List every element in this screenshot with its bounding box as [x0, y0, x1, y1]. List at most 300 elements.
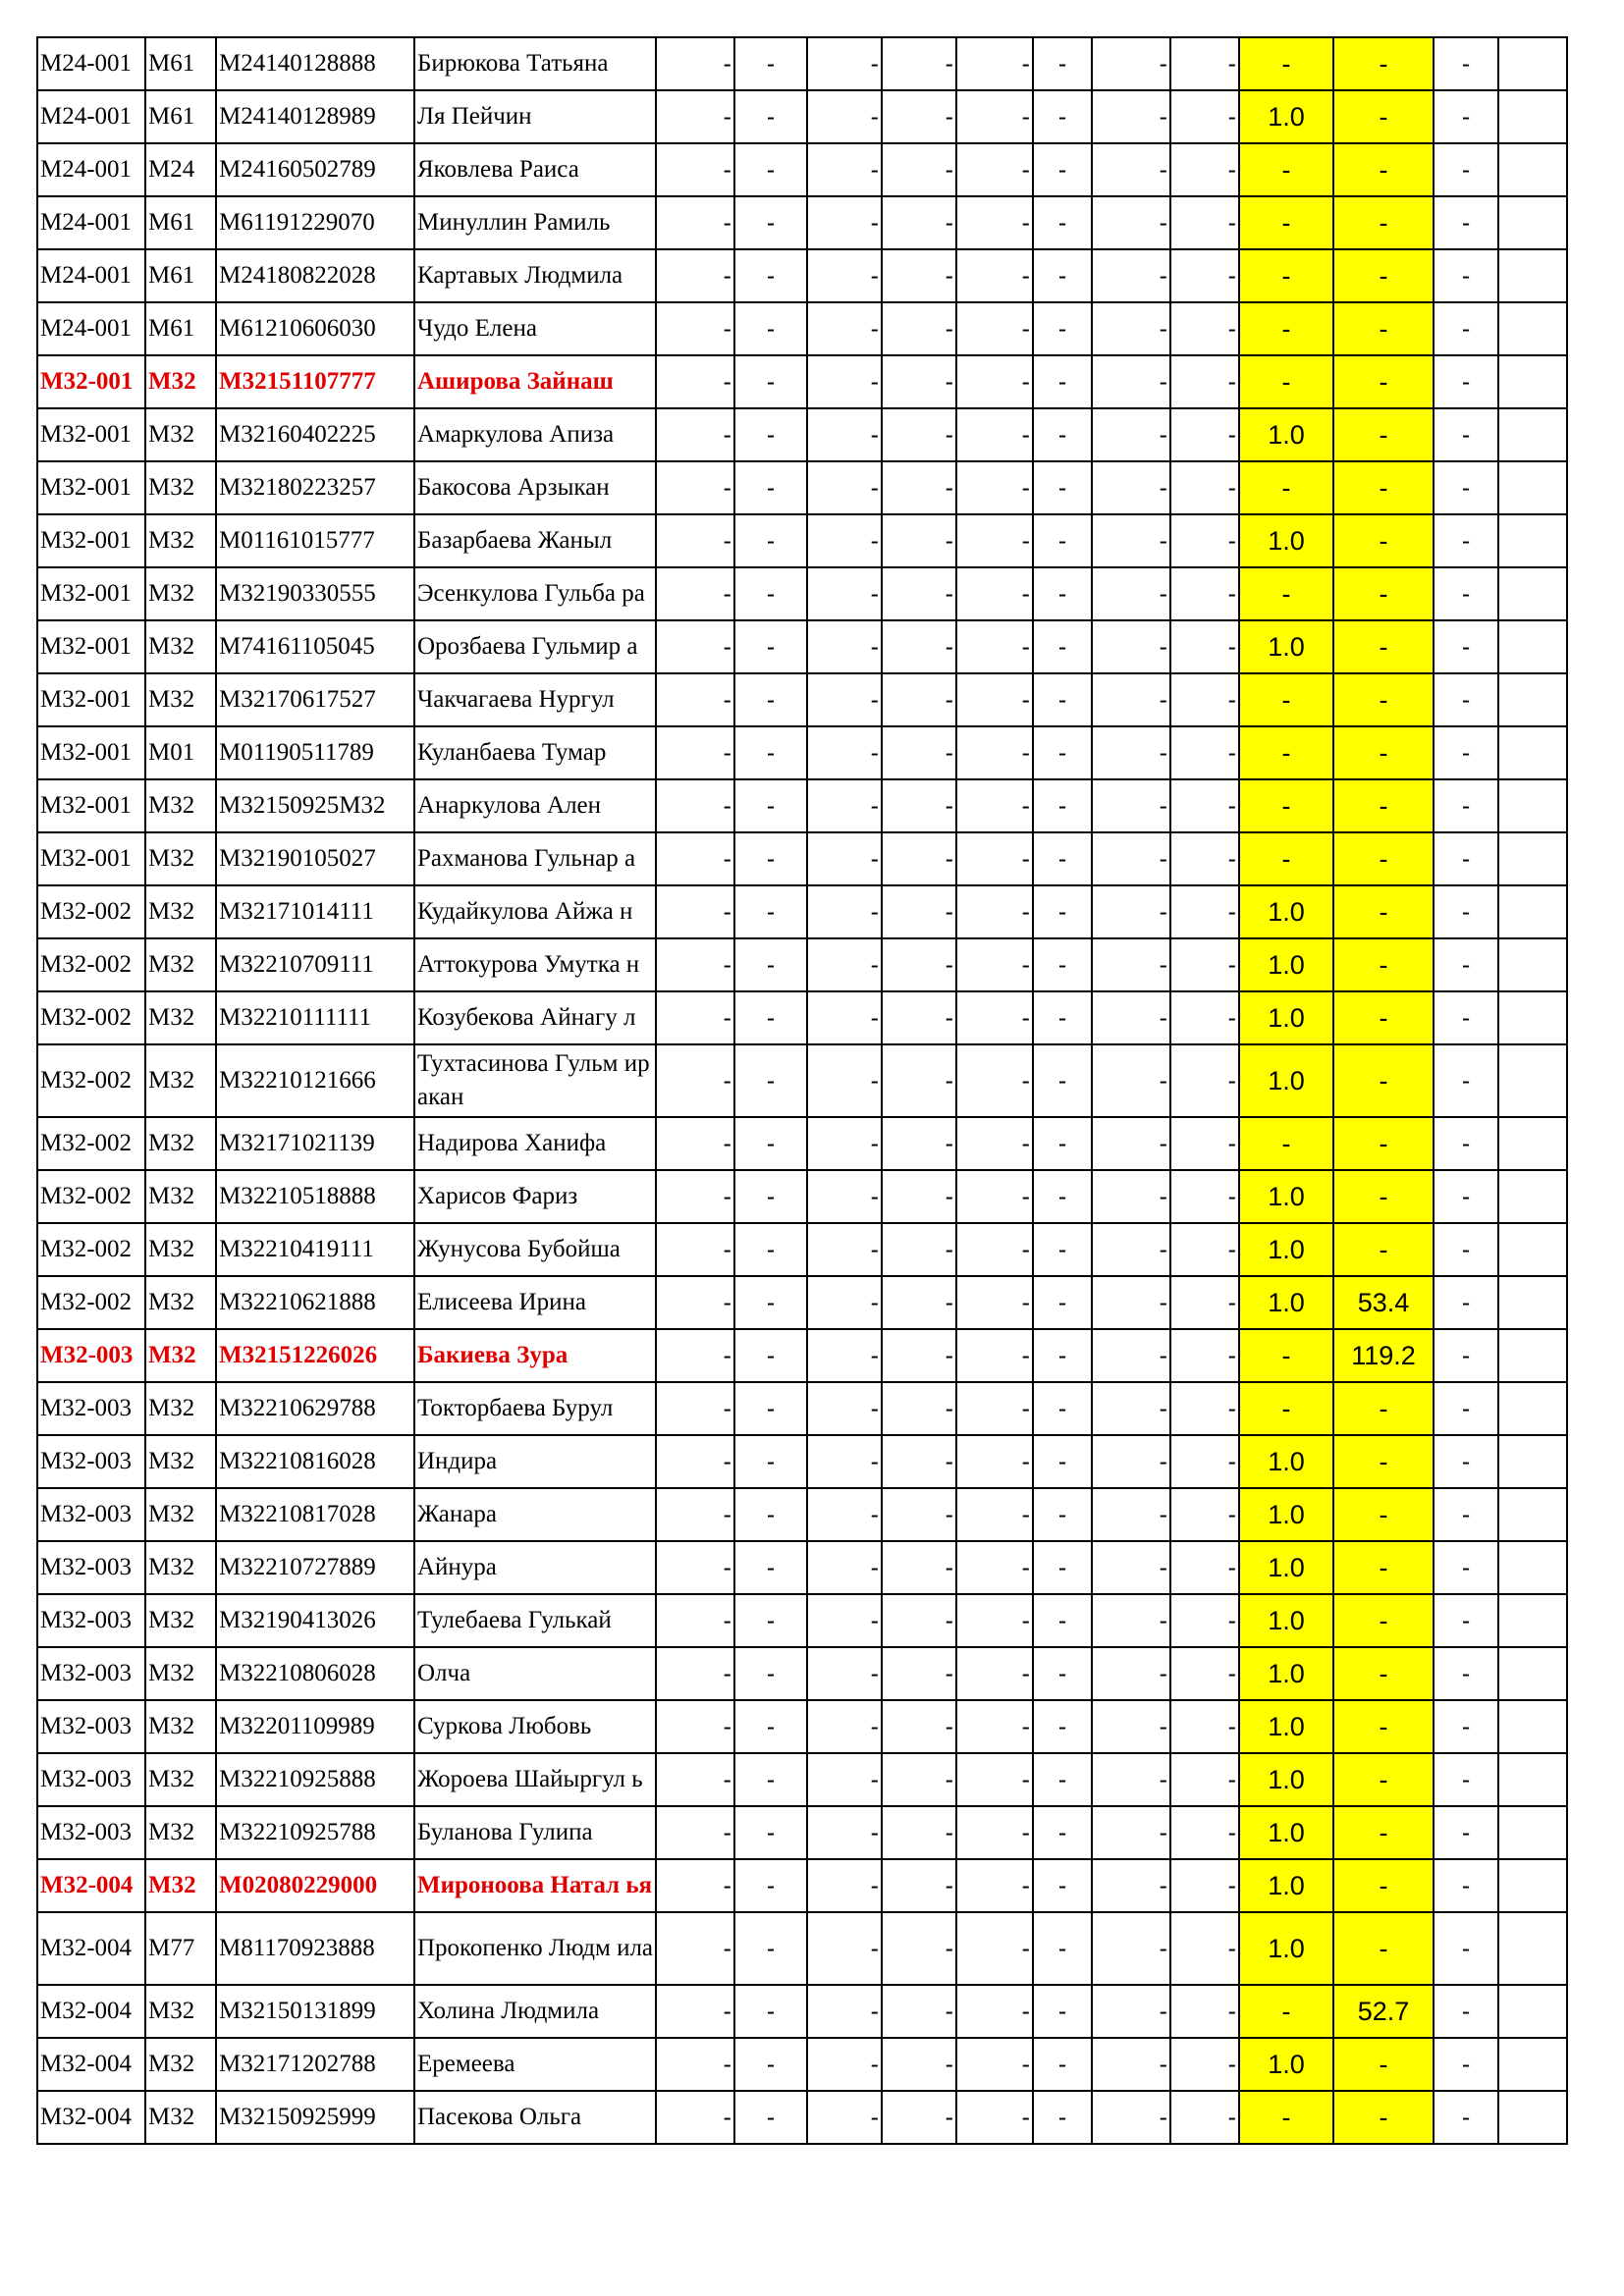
member-name-cell: Куланбаева Тумар [414, 726, 656, 779]
highlighted-value-cell: - [1333, 302, 1434, 355]
table-row [37, 90, 1567, 143]
highlighted-value-cell: - [1333, 2038, 1434, 2091]
empty-value-cell: - [1434, 673, 1498, 726]
empty-value-cell: - [956, 302, 1033, 355]
blank-cell [1498, 620, 1567, 673]
member-name-cell: Минуллин Рамиль [414, 196, 656, 249]
group-code-cell: M32-003 [37, 1488, 145, 1541]
highlighted-value-cell: 1.0 [1239, 620, 1333, 673]
member-id-cell: M32180223257 [216, 461, 414, 514]
member-id-cell: M32171202788 [216, 2038, 414, 2091]
table-row [37, 1647, 1567, 1700]
blank-cell [1498, 1753, 1567, 1806]
blank-cell [1498, 567, 1567, 620]
branch-cell: M32 [145, 1223, 216, 1276]
branch-cell: M32 [145, 938, 216, 991]
table-row [37, 37, 1567, 90]
group-code-cell: M32-003 [37, 1700, 145, 1753]
empty-value-cell: - [956, 1985, 1033, 2038]
branch-cell: M77 [145, 1912, 216, 1985]
empty-value-cell: - [1170, 249, 1239, 302]
empty-value-cell: - [656, 461, 734, 514]
member-name-cell: Прокопенко Людм ила [414, 1912, 656, 1985]
group-code-cell: M32-002 [37, 1117, 145, 1170]
empty-value-cell: - [1092, 1753, 1170, 1806]
empty-value-cell: - [1434, 1753, 1498, 1806]
empty-value-cell: - [1170, 567, 1239, 620]
table-row [37, 1753, 1567, 1806]
branch-cell: M32 [145, 1170, 216, 1223]
member-id-cell: M32210806028 [216, 1647, 414, 1700]
empty-value-cell: - [1033, 461, 1092, 514]
empty-value-cell: - [1033, 1044, 1092, 1117]
branch-cell: M32 [145, 1700, 216, 1753]
branch-cell: M32 [145, 1753, 216, 1806]
empty-value-cell: - [1434, 461, 1498, 514]
member-name-cell: Харисов Фариз [414, 1170, 656, 1223]
member-id-cell: M32210816028 [216, 1435, 414, 1488]
highlighted-value-cell: 1.0 [1239, 90, 1333, 143]
branch-cell: M61 [145, 249, 216, 302]
empty-value-cell: - [1092, 355, 1170, 408]
highlighted-value-cell: - [1333, 1170, 1434, 1223]
empty-value-cell: - [1092, 1117, 1170, 1170]
empty-value-cell: - [1033, 832, 1092, 885]
empty-value-cell: - [1033, 1223, 1092, 1276]
empty-value-cell: - [807, 143, 882, 196]
empty-value-cell: - [1170, 1170, 1239, 1223]
table-row [37, 196, 1567, 249]
empty-value-cell: - [656, 1276, 734, 1329]
table-row [37, 779, 1567, 832]
highlighted-value-cell: 1.0 [1239, 1912, 1333, 1985]
table-row [37, 1382, 1567, 1435]
empty-value-cell: - [656, 143, 734, 196]
member-id-cell: M32210518888 [216, 1170, 414, 1223]
empty-value-cell: - [656, 1594, 734, 1647]
member-name-cell: Чакчагаева Нургул [414, 673, 656, 726]
branch-cell: M32 [145, 1488, 216, 1541]
empty-value-cell: - [734, 779, 807, 832]
blank-cell [1498, 461, 1567, 514]
empty-value-cell: - [656, 1541, 734, 1594]
highlighted-value-cell: 119.2 [1333, 1329, 1434, 1382]
member-id-cell: M61191229070 [216, 196, 414, 249]
empty-value-cell: - [882, 2091, 956, 2144]
empty-value-cell: - [734, 1912, 807, 1985]
empty-value-cell: - [734, 885, 807, 938]
empty-value-cell: - [734, 355, 807, 408]
empty-value-cell: - [1170, 90, 1239, 143]
empty-value-cell: - [1434, 1170, 1498, 1223]
highlighted-value-cell: - [1333, 408, 1434, 461]
group-code-cell: M24-001 [37, 249, 145, 302]
table-row [37, 1594, 1567, 1647]
empty-value-cell: - [1170, 726, 1239, 779]
group-code-cell: M32-002 [37, 991, 145, 1044]
blank-cell [1498, 196, 1567, 249]
empty-value-cell: - [1033, 1806, 1092, 1859]
empty-value-cell: - [1434, 1594, 1498, 1647]
empty-value-cell: - [1434, 1329, 1498, 1382]
empty-value-cell: - [656, 249, 734, 302]
empty-value-cell: - [734, 726, 807, 779]
empty-value-cell: - [1033, 1276, 1092, 1329]
empty-value-cell: - [882, 1985, 956, 2038]
branch-cell: M32 [145, 673, 216, 726]
empty-value-cell: - [1092, 726, 1170, 779]
blank-cell [1498, 779, 1567, 832]
member-id-cell: M32190413026 [216, 1594, 414, 1647]
highlighted-value-cell: - [1333, 1912, 1434, 1985]
empty-value-cell: - [807, 991, 882, 1044]
empty-value-cell: - [734, 1117, 807, 1170]
empty-value-cell: - [807, 1044, 882, 1117]
empty-value-cell: - [807, 885, 882, 938]
highlighted-value-cell: - [1239, 143, 1333, 196]
empty-value-cell: - [1170, 355, 1239, 408]
empty-value-cell: - [956, 1329, 1033, 1382]
empty-value-cell: - [656, 938, 734, 991]
empty-value-cell: - [882, 1647, 956, 1700]
empty-value-cell: - [1434, 1647, 1498, 1700]
branch-cell: M32 [145, 832, 216, 885]
highlighted-value-cell: 1.0 [1239, 1647, 1333, 1700]
empty-value-cell: - [1092, 1594, 1170, 1647]
empty-value-cell: - [1170, 196, 1239, 249]
empty-value-cell: - [956, 90, 1033, 143]
member-id-cell: M32210629788 [216, 1382, 414, 1435]
empty-value-cell: - [807, 1594, 882, 1647]
empty-value-cell: - [1170, 1700, 1239, 1753]
member-name-cell: Тухтасинова Гульм иракан [414, 1044, 656, 1117]
empty-value-cell: - [1033, 620, 1092, 673]
empty-value-cell: - [1033, 726, 1092, 779]
empty-value-cell: - [1434, 2038, 1498, 2091]
empty-value-cell: - [1434, 885, 1498, 938]
empty-value-cell: - [734, 1806, 807, 1859]
highlighted-value-cell: - [1333, 1044, 1434, 1117]
empty-value-cell: - [734, 1044, 807, 1117]
empty-value-cell: - [1170, 938, 1239, 991]
group-code-cell: M32-004 [37, 1985, 145, 2038]
empty-value-cell: - [1092, 1806, 1170, 1859]
empty-value-cell: - [956, 408, 1033, 461]
member-name-cell: Аширова Зайнаш [414, 355, 656, 408]
empty-value-cell: - [1170, 1859, 1239, 1912]
member-name-cell: Тулебаева Гулькай [414, 1594, 656, 1647]
empty-value-cell: - [956, 1044, 1033, 1117]
member-id-cell: M24180822028 [216, 249, 414, 302]
empty-value-cell: - [1170, 1647, 1239, 1700]
table-row [37, 1276, 1567, 1329]
empty-value-cell: - [1033, 1985, 1092, 2038]
empty-value-cell: - [734, 1382, 807, 1435]
blank-cell [1498, 1541, 1567, 1594]
empty-value-cell: - [1434, 1488, 1498, 1541]
empty-value-cell: - [882, 1435, 956, 1488]
empty-value-cell: - [807, 938, 882, 991]
empty-value-cell: - [656, 37, 734, 90]
empty-value-cell: - [1434, 832, 1498, 885]
empty-value-cell: - [1434, 1435, 1498, 1488]
empty-value-cell: - [882, 1382, 956, 1435]
empty-value-cell: - [1170, 408, 1239, 461]
blank-cell [1498, 1329, 1567, 1382]
empty-value-cell: - [1434, 143, 1498, 196]
branch-cell: M32 [145, 991, 216, 1044]
group-code-cell: M32-002 [37, 885, 145, 938]
empty-value-cell: - [1092, 567, 1170, 620]
empty-value-cell: - [882, 885, 956, 938]
empty-value-cell: - [956, 1223, 1033, 1276]
group-code-cell: M32-003 [37, 1806, 145, 1859]
empty-value-cell: - [734, 408, 807, 461]
empty-value-cell: - [1170, 37, 1239, 90]
empty-value-cell: - [1092, 1223, 1170, 1276]
highlighted-value-cell: - [1333, 1117, 1434, 1170]
highlighted-value-cell: 1.0 [1239, 991, 1333, 1044]
empty-value-cell: - [656, 1859, 734, 1912]
empty-value-cell: - [734, 991, 807, 1044]
branch-cell: M61 [145, 37, 216, 90]
empty-value-cell: - [807, 1806, 882, 1859]
branch-cell: M32 [145, 1647, 216, 1700]
empty-value-cell: - [1033, 885, 1092, 938]
member-id-cell: M32210925888 [216, 1753, 414, 1806]
empty-value-cell: - [882, 673, 956, 726]
empty-value-cell: - [656, 832, 734, 885]
highlighted-value-cell: - [1239, 249, 1333, 302]
table-row [37, 1912, 1567, 1985]
blank-cell [1498, 408, 1567, 461]
empty-value-cell: - [1170, 1044, 1239, 1117]
empty-value-cell: - [807, 408, 882, 461]
empty-value-cell: - [1170, 2091, 1239, 2144]
empty-value-cell: - [1033, 2038, 1092, 2091]
empty-value-cell: - [1170, 143, 1239, 196]
member-name-cell: Бакосова Арзыкан [414, 461, 656, 514]
empty-value-cell: - [882, 1700, 956, 1753]
empty-value-cell: - [1092, 991, 1170, 1044]
member-id-cell: M32210621888 [216, 1276, 414, 1329]
member-name-cell: Еремеева [414, 2038, 656, 2091]
member-name-cell: Олча [414, 1647, 656, 1700]
member-id-cell: M81170923888 [216, 1912, 414, 1985]
empty-value-cell: - [807, 1276, 882, 1329]
table-row [37, 1170, 1567, 1223]
highlighted-value-cell: - [1333, 991, 1434, 1044]
highlighted-value-cell: 1.0 [1239, 938, 1333, 991]
empty-value-cell: - [734, 249, 807, 302]
empty-value-cell: - [1092, 302, 1170, 355]
empty-value-cell: - [807, 1859, 882, 1912]
empty-value-cell: - [656, 355, 734, 408]
empty-value-cell: - [1170, 991, 1239, 1044]
highlighted-value-cell: - [1333, 1223, 1434, 1276]
empty-value-cell: - [656, 1223, 734, 1276]
empty-value-cell: - [807, 1753, 882, 1806]
highlighted-value-cell: 1.0 [1239, 1044, 1333, 1117]
empty-value-cell: - [734, 2091, 807, 2144]
empty-value-cell: - [1434, 726, 1498, 779]
empty-value-cell: - [1092, 514, 1170, 567]
blank-cell [1498, 1117, 1567, 1170]
empty-value-cell: - [1092, 885, 1170, 938]
empty-value-cell: - [734, 37, 807, 90]
highlighted-value-cell: - [1239, 1329, 1333, 1382]
group-code-cell: M32-001 [37, 832, 145, 885]
group-code-cell: M32-004 [37, 2038, 145, 2091]
empty-value-cell: - [882, 938, 956, 991]
empty-value-cell: - [1434, 302, 1498, 355]
empty-value-cell: - [882, 991, 956, 1044]
empty-value-cell: - [734, 1170, 807, 1223]
empty-value-cell: - [956, 1806, 1033, 1859]
member-name-cell: Козубекова Айнагу л [414, 991, 656, 1044]
empty-value-cell: - [1170, 1985, 1239, 2038]
member-name-cell: Рахманова Гульнар а [414, 832, 656, 885]
group-code-cell: M24-001 [37, 143, 145, 196]
highlighted-value-cell: 1.0 [1239, 1806, 1333, 1859]
empty-value-cell: - [656, 779, 734, 832]
empty-value-cell: - [1434, 1382, 1498, 1435]
empty-value-cell: - [956, 885, 1033, 938]
group-code-cell: M32-001 [37, 355, 145, 408]
highlighted-value-cell: - [1333, 196, 1434, 249]
empty-value-cell: - [807, 514, 882, 567]
empty-value-cell: - [656, 302, 734, 355]
group-code-cell: M32-001 [37, 514, 145, 567]
group-code-cell: M32-004 [37, 1859, 145, 1912]
branch-cell: M32 [145, 1044, 216, 1117]
empty-value-cell: - [882, 408, 956, 461]
empty-value-cell: - [1434, 779, 1498, 832]
highlighted-value-cell: 1.0 [1239, 1541, 1333, 1594]
empty-value-cell: - [1092, 37, 1170, 90]
group-code-cell: M32-002 [37, 1044, 145, 1117]
empty-value-cell: - [807, 1541, 882, 1594]
branch-cell: M61 [145, 90, 216, 143]
empty-value-cell: - [734, 1541, 807, 1594]
empty-value-cell: - [1033, 938, 1092, 991]
highlighted-value-cell: - [1333, 779, 1434, 832]
empty-value-cell: - [807, 1647, 882, 1700]
table-row [37, 1117, 1567, 1170]
table-row [37, 1541, 1567, 1594]
branch-cell: M32 [145, 620, 216, 673]
empty-value-cell: - [1033, 567, 1092, 620]
empty-value-cell: - [656, 2038, 734, 2091]
empty-value-cell: - [1033, 779, 1092, 832]
table-row [37, 1435, 1567, 1488]
empty-value-cell: - [734, 1753, 807, 1806]
blank-cell [1498, 355, 1567, 408]
empty-value-cell: - [1092, 461, 1170, 514]
empty-value-cell: - [656, 567, 734, 620]
empty-value-cell: - [882, 143, 956, 196]
member-name-cell: Индира [414, 1435, 656, 1488]
member-id-cell: M32151226026 [216, 1329, 414, 1382]
empty-value-cell: - [956, 461, 1033, 514]
highlighted-value-cell: - [1239, 196, 1333, 249]
blank-cell [1498, 1223, 1567, 1276]
empty-value-cell: - [882, 1223, 956, 1276]
empty-value-cell: - [807, 620, 882, 673]
empty-value-cell: - [656, 1753, 734, 1806]
empty-value-cell: - [1033, 1329, 1092, 1382]
empty-value-cell: - [734, 2038, 807, 2091]
empty-value-cell: - [734, 1223, 807, 1276]
empty-value-cell: - [807, 90, 882, 143]
highlighted-value-cell: 1.0 [1239, 408, 1333, 461]
blank-cell [1498, 249, 1567, 302]
group-code-cell: M32-001 [37, 408, 145, 461]
empty-value-cell: - [734, 1594, 807, 1647]
member-name-cell: Жороева Шайыргул ь [414, 1753, 656, 1806]
blank-cell [1498, 1912, 1567, 1985]
table-row [37, 991, 1567, 1044]
empty-value-cell: - [1033, 37, 1092, 90]
branch-cell: M32 [145, 514, 216, 567]
branch-cell: M32 [145, 2091, 216, 2144]
empty-value-cell: - [956, 726, 1033, 779]
group-code-cell: M32-004 [37, 1912, 145, 1985]
branch-cell: M32 [145, 1435, 216, 1488]
empty-value-cell: - [1033, 514, 1092, 567]
highlighted-value-cell: - [1333, 620, 1434, 673]
empty-value-cell: - [956, 1276, 1033, 1329]
empty-value-cell: - [1434, 2091, 1498, 2144]
group-code-cell: M32-002 [37, 1276, 145, 1329]
blank-cell [1498, 514, 1567, 567]
member-id-cell: M32171014111 [216, 885, 414, 938]
highlighted-value-cell: - [1333, 832, 1434, 885]
empty-value-cell: - [956, 1170, 1033, 1223]
blank-cell [1498, 1700, 1567, 1753]
empty-value-cell: - [1434, 1985, 1498, 2038]
branch-cell: M32 [145, 1541, 216, 1594]
member-id-cell: M32170617527 [216, 673, 414, 726]
empty-value-cell: - [1434, 1806, 1498, 1859]
table-row [37, 1044, 1567, 1117]
empty-value-cell: - [1092, 1985, 1170, 2038]
highlighted-value-cell: 1.0 [1239, 1594, 1333, 1647]
empty-value-cell: - [1092, 673, 1170, 726]
empty-value-cell: - [656, 1985, 734, 2038]
blank-cell [1498, 90, 1567, 143]
blank-cell [1498, 302, 1567, 355]
table-row [37, 302, 1567, 355]
highlighted-value-cell: - [1333, 938, 1434, 991]
empty-value-cell: - [956, 37, 1033, 90]
highlighted-value-cell: 1.0 [1239, 1859, 1333, 1912]
empty-value-cell: - [1170, 1382, 1239, 1435]
member-name-cell: Ля Пейчин [414, 90, 656, 143]
empty-value-cell: - [882, 1594, 956, 1647]
highlighted-value-cell: 1.0 [1239, 1488, 1333, 1541]
empty-value-cell: - [956, 1700, 1033, 1753]
blank-cell [1498, 1859, 1567, 1912]
highlighted-value-cell: - [1333, 1700, 1434, 1753]
empty-value-cell: - [956, 1541, 1033, 1594]
blank-cell [1498, 1647, 1567, 1700]
empty-value-cell: - [807, 37, 882, 90]
empty-value-cell: - [807, 302, 882, 355]
empty-value-cell: - [1170, 885, 1239, 938]
member-name-cell: Мироноова Натал ья [414, 1859, 656, 1912]
highlighted-value-cell: - [1333, 673, 1434, 726]
